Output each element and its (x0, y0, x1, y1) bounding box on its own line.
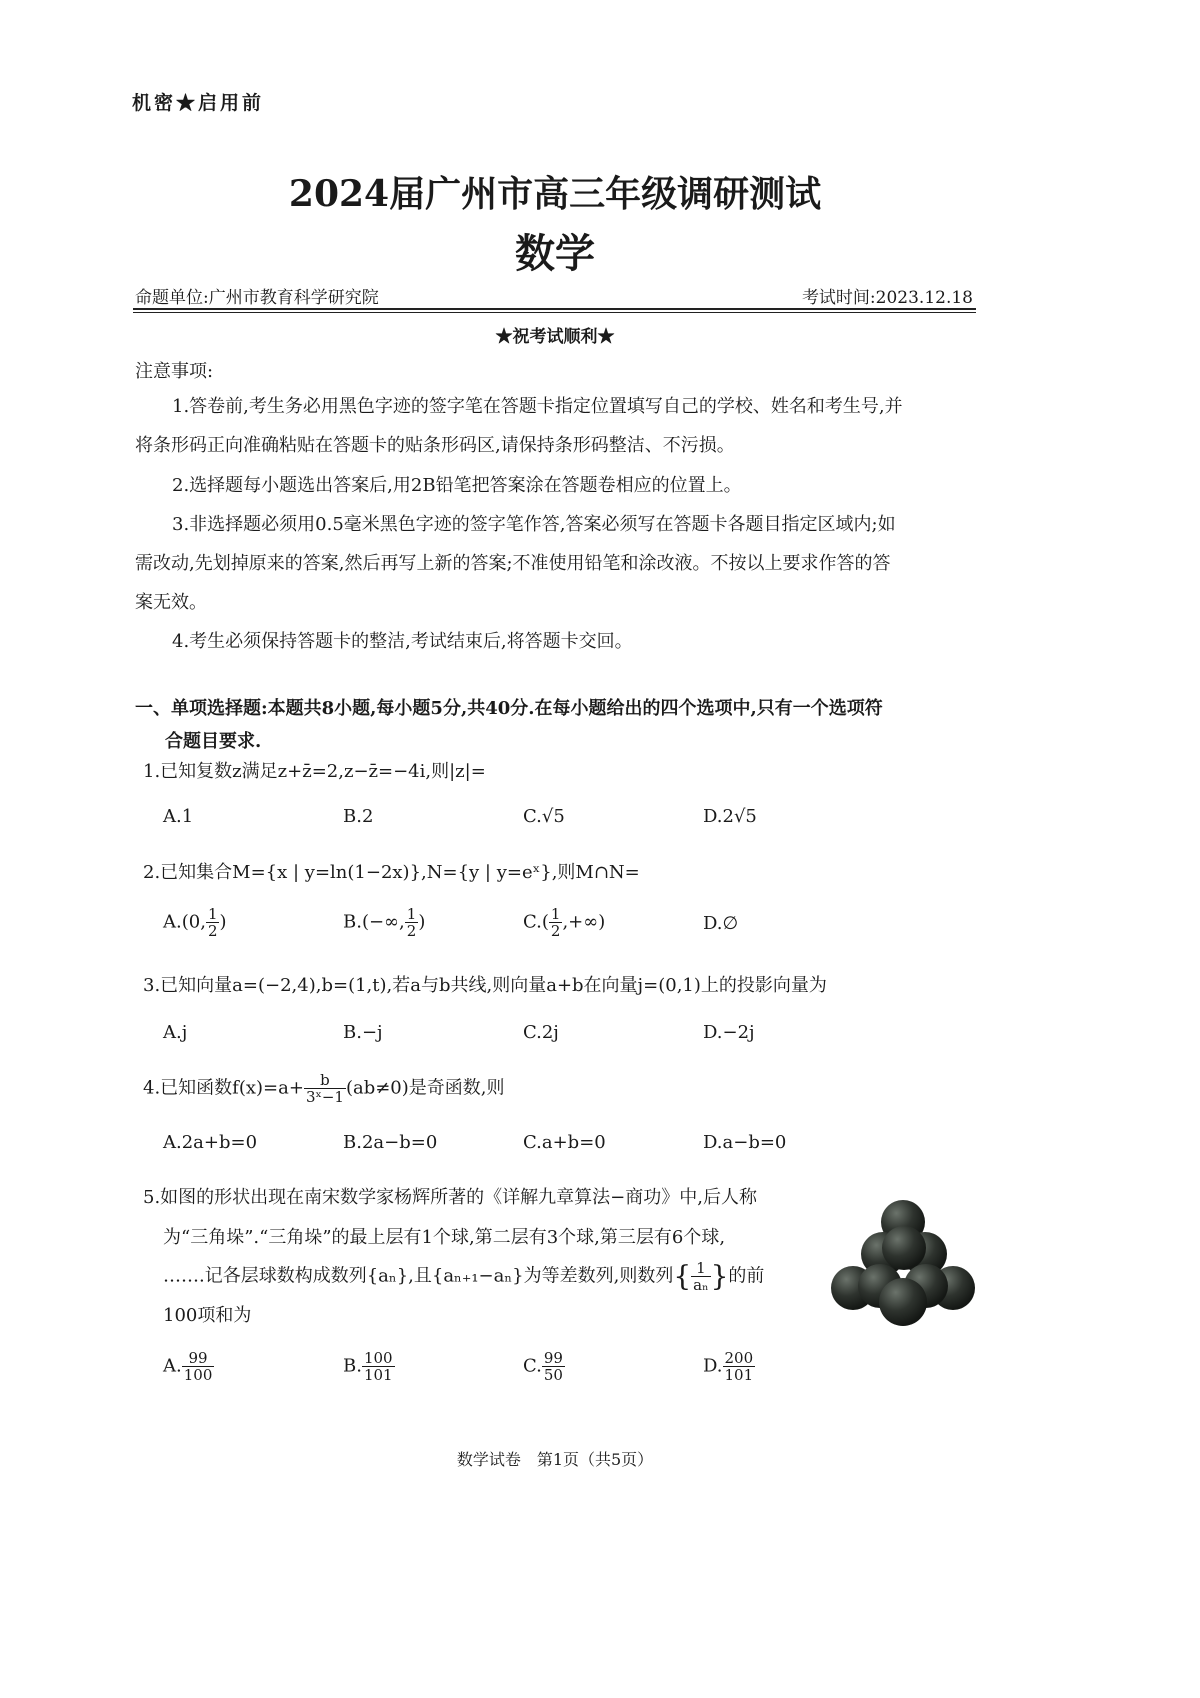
q4-frac-den: 3ˣ−1 (305, 1088, 344, 1106)
q5-b-num: 100 (363, 1349, 393, 1367)
q4-option-c: C.a+b=0 (523, 1132, 606, 1153)
q4-stem-post: (ab≠0)是奇函数,则 (345, 1077, 505, 1099)
q5-a-label: A. (163, 1355, 182, 1377)
q5-c-label: C. (523, 1355, 542, 1377)
ball (879, 1278, 927, 1326)
q1-option-a: A.1 (163, 806, 194, 827)
q2-c-num: 1 (550, 905, 561, 923)
q2-a-num: 1 (207, 905, 218, 923)
q2-c-right: ,+∞) (562, 911, 606, 933)
q2-option-a (163, 906, 227, 939)
q2-b-fraction (405, 906, 419, 939)
q5-d-label: D. (703, 1355, 723, 1377)
question-2-stem: 2.已知集合M={x | y=ln(1−2x)},N={y | y=eˣ},则M∩N= (143, 862, 640, 883)
q5-d-num: 200 (724, 1349, 754, 1367)
q2-option-c (523, 906, 605, 939)
q5-frac-num: 1 (691, 1260, 710, 1277)
q2-c-den: 2 (550, 922, 561, 940)
q4-option-d: D.a−b=0 (703, 1132, 787, 1153)
q5-option-c (523, 1350, 565, 1383)
q2-b-left: (−∞, (361, 911, 405, 933)
q5-option-b (343, 1350, 395, 1383)
q1-option-c: C.√5 (523, 806, 565, 827)
q5-b-den: 101 (363, 1366, 393, 1384)
exam-time: 考试时间:2023.12.18 (801, 288, 973, 308)
q2-a-right: ) (219, 911, 227, 933)
q3-option-d: D.−2j (703, 1022, 755, 1043)
notice-item-1-cont: 将条形码正向准确粘贴在答题卡的贴条形码区,请保持条形码整洁、不污损。 (135, 435, 735, 456)
q5-d-den: 101 (724, 1366, 754, 1384)
q5-a-den: 100 (183, 1366, 213, 1384)
q5-a-fraction (182, 1350, 215, 1383)
q5-a-num: 99 (182, 1350, 215, 1367)
q4-option-b: B.2a−b=0 (343, 1132, 438, 1153)
q2-b-num: 1 (406, 905, 417, 923)
question-1-stem: 1.已知复数z满足z+z̄=2,z−z̄=−4i,则|z|= (143, 761, 486, 782)
q5-c-fraction (542, 1350, 565, 1383)
q4-option-a: A.2a+b=0 (163, 1132, 258, 1153)
q5-b-fraction (362, 1350, 395, 1383)
q2-b-den: 2 (406, 922, 417, 940)
q5-c-num: 99 (543, 1349, 563, 1367)
q5-fraction (691, 1260, 710, 1293)
question-5-line2: 为“三角垛”.“三角垛”的最上层有1个球,第二层有3个球,第三层有6个球, (163, 1227, 726, 1248)
exam-title: 2024届广州市高三年级调研测试 (288, 173, 822, 215)
question-5-line1: 5.如图的形状出现在南宋数学家杨辉所著的《详解九章算法−商功》中,后人称 (143, 1187, 757, 1208)
header-rule (133, 308, 976, 310)
question-5-line4: 100项和为 (163, 1305, 252, 1326)
q2-c-fraction (549, 906, 563, 939)
q5-b-label: B. (343, 1355, 362, 1377)
q4-fraction (304, 1072, 346, 1105)
q2-b-right: ) (418, 911, 426, 933)
q3-option-b: B.−j (343, 1022, 383, 1043)
ball (882, 1226, 926, 1270)
q1-option-d: D.2√5 (703, 806, 757, 827)
section-heading-cont: 合题目要求. (165, 731, 262, 752)
q4-stem-pre: 4.已知函数f(x)=a+ (143, 1077, 304, 1099)
q2-option-d: D.∅ (703, 913, 739, 934)
confidential-label: 机密★启用前 (132, 92, 265, 114)
notice-item-3-cont2: 案无效。 (135, 592, 207, 613)
page-footer: 数学试卷 第1页（共5页） (456, 1450, 654, 1469)
q5-line3-post: 的前 (728, 1265, 765, 1287)
q2-c-left: ( (541, 911, 549, 933)
q3-option-a: A.j (163, 1022, 188, 1043)
notice-item-3-cont: 需改动,先划掉原来的答案,然后再写上新的答案;不准使用铅笔和涂改液。不按以上要求作答的答 (135, 553, 891, 574)
question-4-stem (143, 1072, 505, 1105)
q5-c-den: 50 (543, 1366, 563, 1384)
q2-option-b (343, 906, 425, 939)
q2-a-label: A. (163, 911, 182, 933)
q5-option-d (703, 1350, 755, 1383)
q4-frac-num: b (304, 1072, 346, 1089)
q1-option-b: B.2 (343, 806, 374, 827)
question-5-line3: …….记各层球数构成数列{aₙ},且{aₙ₊₁−aₙ}为等差数列,则数列{ $\frac{1}{\text{aₙ}}$ }的前 (163, 1259, 765, 1294)
notice-item-1: 1.答卷前,考生务必用黑色字迹的签字笔在答题卡指定位置填写自己的学校、姓名和考生号,并 (172, 396, 903, 417)
q5-line3-pre: …….记各层球数构成数列{aₙ},且{aₙ₊₁−aₙ}为等差数列,则数列 (163, 1265, 674, 1287)
q2-a-left: (0, (181, 911, 206, 933)
q3-option-c: C.2j (523, 1022, 559, 1043)
notice-item-4: 4.考生必须保持答题卡的整洁,考试结束后,将答题卡交回。 (172, 631, 633, 652)
q2-b-label: B. (343, 911, 362, 933)
q5-frac-den: aₙ (693, 1276, 709, 1294)
notice-heading: 注意事项: (135, 361, 214, 382)
good-luck-banner: ★祝考试顺利★ (495, 327, 615, 347)
subject-title: 数学 (515, 230, 595, 277)
q2-c-label: C. (523, 911, 542, 933)
header-rule-thin (133, 312, 976, 313)
notice-item-3: 3.非选择题必须用0.5毫米黑色字迹的签字笔作答,答案必须写在答题卡各题目指定区域内;如 (172, 514, 896, 535)
question-3-stem: 3.已知向量a=(−2,4),b=(1,t),若a与b共线,则向量a+b在向量j=(0,1)上的投影向量为 (143, 975, 827, 996)
notice-item-2: 2.选择题每小题选出答案后,用2B铅笔把答案涂在答题卷相应的位置上。 (172, 475, 742, 496)
q2-a-fraction (206, 906, 220, 939)
q5-option-a (163, 1350, 214, 1383)
q5-d-fraction (723, 1350, 756, 1383)
author-unit: 命题单位:广州市教育科学研究院 (135, 288, 379, 308)
q2-a-den: 2 (207, 922, 218, 940)
ball-pile-figure (828, 1196, 978, 1336)
section-heading: 一、单项选择题:本题共8小题,每小题5分,共40分.在每小题给出的四个选项中,只有一个选项符 (135, 698, 883, 719)
